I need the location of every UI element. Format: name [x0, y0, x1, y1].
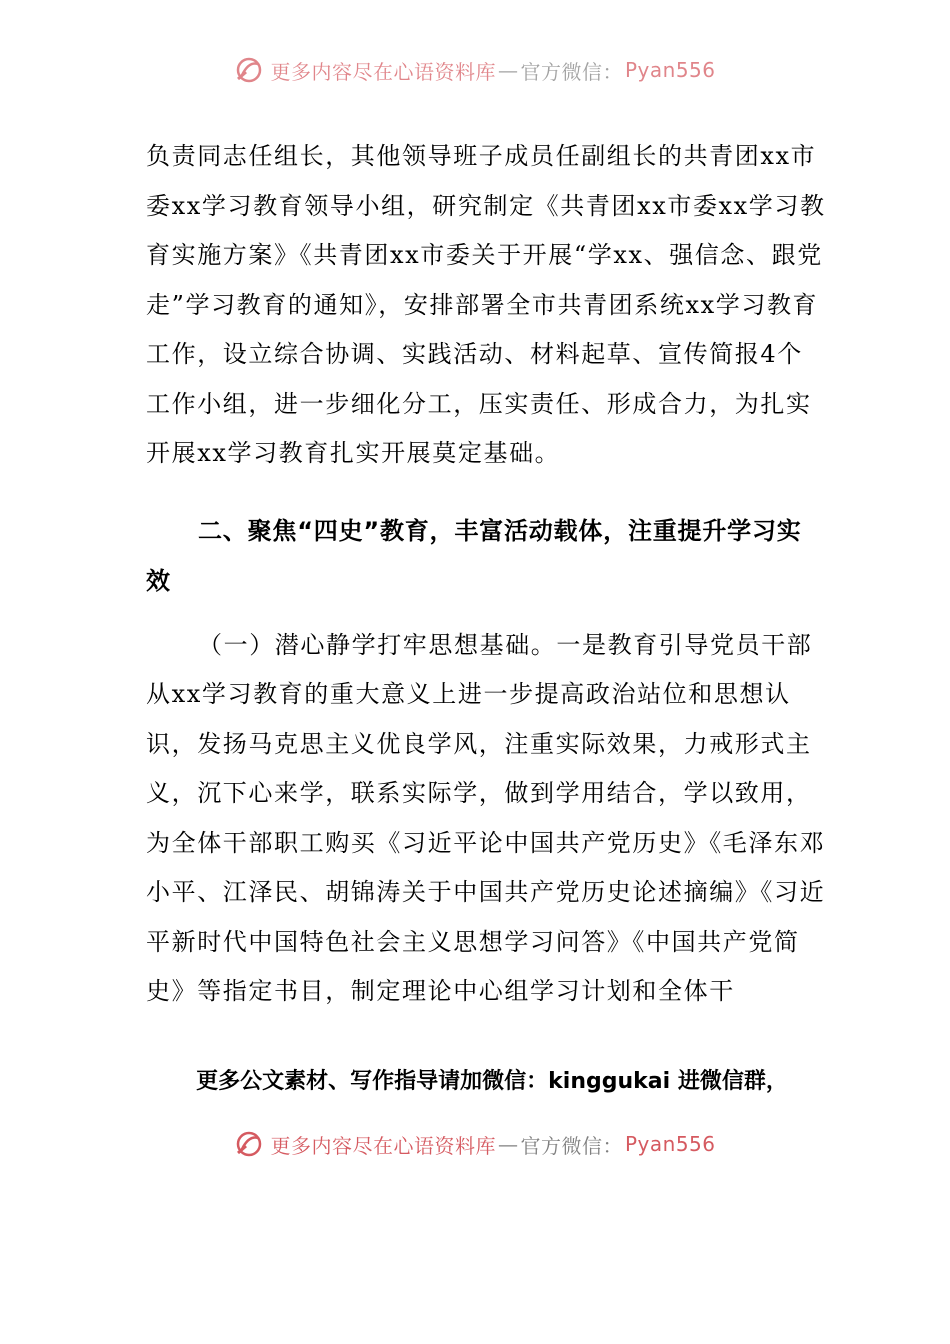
- watermark-dash: —: [497, 1132, 519, 1156]
- watermark-wechat-id: Pyan556: [624, 1132, 716, 1156]
- watermark-site-text: 更多内容尽在心语资料库: [270, 1133, 496, 1158]
- watermark-label: 官方微信：: [520, 59, 623, 84]
- footer-note: 更多公文素材、写作指导请加微信：kinggukai 进微信群，: [196, 1069, 788, 1094]
- logo-icon: [234, 1129, 264, 1159]
- document-body: [146, 132, 826, 1017]
- watermark-footer: [0, 1124, 950, 1164]
- watermark-wechat-id: Pyan556: [624, 58, 716, 82]
- watermark-header: [0, 50, 950, 90]
- body-paragraph-1: 负责同志任组长，其他领导班子成员任副组长的共青团xx市委xx学习教育领导小组，研究制定《共青团xx市委xx学习教育实施方案》《共青团xx市委关于开展“学xx、强信念、跟党走”学习教育的通知》，安排部署全市共青团系统xx学习教育工作，设立综合协调、实践活动、材料起草、宣传简报4个工作小组，进一步细化分工，压实责任、形成合力，为扎实开展xx学习教育扎实开展莫定基础。: [146, 142, 826, 467]
- watermark-dash: —: [497, 58, 519, 82]
- section-heading-2: 二、聚焦“四史”教育，丰富活动载体，注重提升学习实效: [146, 516, 802, 595]
- watermark-label: 官方微信：: [520, 1133, 623, 1158]
- watermark-site-text: 更多内容尽在心语资料库: [270, 59, 496, 84]
- body-paragraph-2: （一）潜心静学打牢思想基础。一是教育引导党员干部从xx学习教育的重大意义上进一步提高政治站位和思想认识，发扬马克思主义优良学风，注重实际效果，力戒形式主义，沉下心来学，联系实际学，做到学用结合，学以致用，为全体干部职工购买《习近平论中国共产党历史》《毛泽东邓小平、江泽民、胡锦涛关于中国共产党历史论述摘编》《习近平新时代中国特色社会主义思想学习问答》《中国共产党简史》等指定书目，制定理论中心组学习计划和全体干: [146, 630, 826, 1005]
- logo-icon: [234, 55, 264, 85]
